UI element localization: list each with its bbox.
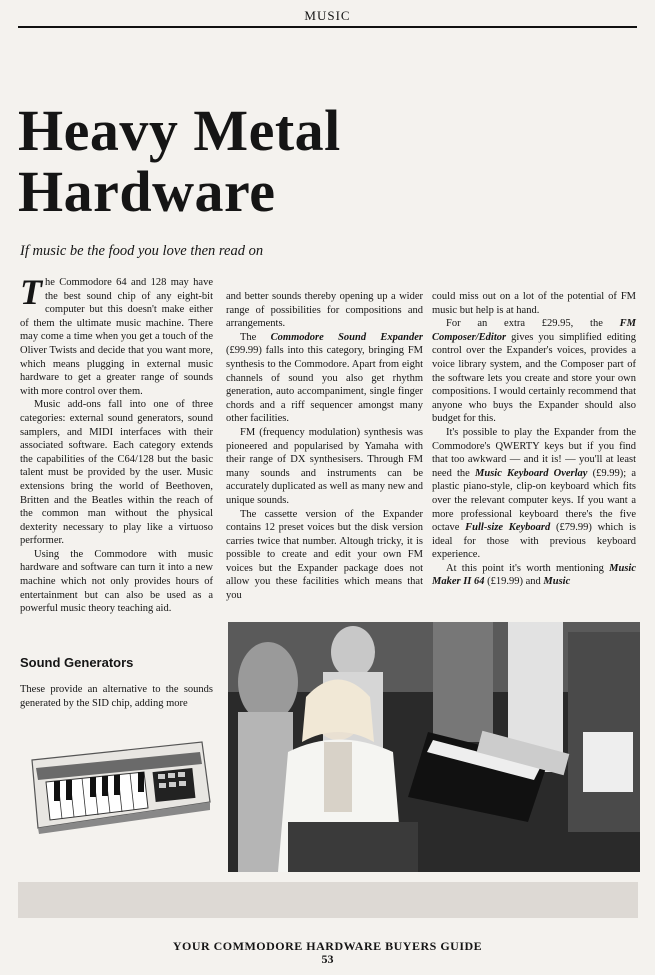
paragraph: For an extra £29.95, the FM Composer/Editor gives you simplified editing control over the Expander's voices, provides a voice library system, and the Composer part of the software lets you create and store your own compositions. I would certainly recommend that anyone who buys the Expander should also budget for this. — [432, 318, 636, 425]
paragraph: It's possible to play the Expander from the Commodore's QWERTY keys but if you find that too awkward — and it is! — you'll at least need the Music Keyboard Overlay (£9.99); a plastic piano-style, clip-on keyboard which fits over the relevant computer keys. If you want a more professional keyboard there's the five octave Full-size Keyboard (£79.99) which is ideal for those with previous keyboard experience. — [432, 426, 636, 561]
column-2 — [226, 290, 423, 603]
section-heading: Sound Generators — [20, 655, 134, 670]
title-line-2: Hardware — [18, 159, 276, 225]
product-name: Commodore Sound Expander — [270, 331, 423, 343]
column-1 — [20, 272, 213, 616]
product-name: Music — [543, 576, 571, 588]
paragraph: The cassette version of the Expander contains 12 preset voices but the disk version carries twice that number. Altough tricky, it is possible to create and edit your own FM voices but the Expander package does not allow you these facilities which means that you — [226, 508, 423, 602]
product-name: FM Composer/Editor — [432, 318, 636, 343]
paragraph-text: he Commodore 64 and 128 may have the best sound chip of any eight-bit computer but this doesn't make either of them the ultimate music machine. There may come a time when you get a touch of the Oliver Twists and decide that you want more, which means plugging in external music hardware to get a greater range of sounds with more control over them. — [20, 277, 213, 397]
column-1-tail — [20, 683, 213, 710]
article-title — [18, 100, 638, 223]
product-name: Full-size Keyboard — [465, 522, 551, 534]
paragraph: These provide an alternative to the sounds generated by the SID chip, adding more — [20, 684, 213, 709]
header-rule — [18, 26, 637, 28]
paragraph: and better sounds thereby opening up a wider range of possibilities for compositions and arrangements. — [226, 291, 423, 330]
product-name: Music Maker II 64 — [432, 562, 636, 588]
page-number: 53 — [321, 952, 334, 966]
paragraph — [20, 272, 213, 398]
title-line-1: Heavy Metal — [18, 98, 341, 163]
drop-cap: T — [20, 272, 42, 312]
product-name: Music Keyboard Overlay — [475, 467, 588, 479]
musician-photo — [228, 622, 640, 872]
paragraph: could miss out on a lot of the potential of FM music but help is at hand. — [432, 291, 636, 316]
footer-band — [18, 882, 638, 918]
section-label: MUSIC — [304, 8, 351, 23]
column-3 — [432, 290, 636, 589]
article-subtitle: If music be the food you love then read on — [20, 243, 264, 259]
paragraph: Music add-ons fall into one of three categories: external sound generators, sound samplers, and MIDI interfaces with their associated software. Each category extends the capabilities of the C64/128 but the basic talent must be provided by the user. Music extensions bring the world of Beethoven, Britten and the Beatles within the reach of the common man without the physical dexterity necessary to play like a virtuoso performer. — [20, 399, 213, 547]
paragraph: Using the Commodore with music hardware and software can turn it into a new machine which not only provides hours of entertainment but can also be used as a powerful music theory teaching aid. — [20, 548, 213, 615]
keyboard-photo — [24, 720, 212, 835]
paragraph: The Commodore Sound Expander (£99.99) falls into this category, bringing FM synthesis to the Commodore. Apart from eight channels of sound you also get rhythm generation, auto accompaniment, single finger chords and a riff sequencer amongst many other facilities. — [226, 331, 423, 425]
paragraph: At this point it's worth mentioning Music Maker II 64 (£19.99) and Music — [432, 562, 636, 588]
paragraph: FM (frequency modulation) synthesis was pioneered and popularised by Yamaha with their range of DX synthesisers. Through FM many sounds and instruments can be accurately duplicated as well as many new and unique sounds. — [226, 426, 423, 506]
footer-guide-title: YOUR COMMODORE HARDWARE BUYERS GUIDE — [172, 939, 483, 953]
